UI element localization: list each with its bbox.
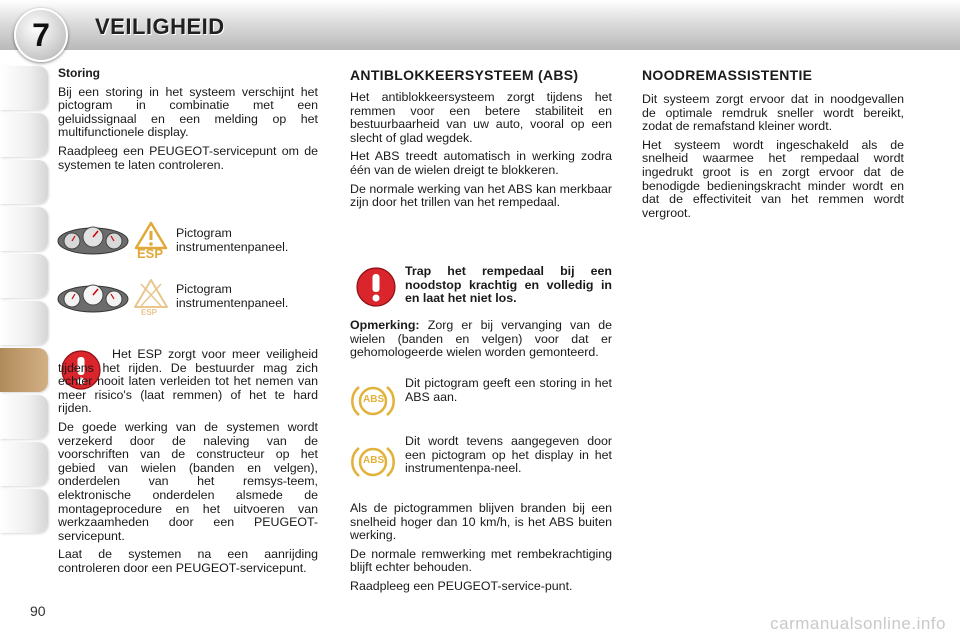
chapter-tab[interactable] [0, 207, 48, 251]
storing-paragraph: Raadpleeg een PEUGEOT-servicepunt om de systemen te laten controleren. [58, 143, 318, 172]
paragraph: Het ABS treedt automatisch in werking zodra één van de wielen dreigt te blokkeren. [350, 149, 612, 177]
chapter-tab[interactable] [0, 160, 48, 204]
instrument-panel-icon [56, 280, 130, 319]
chapter-tab[interactable] [0, 489, 48, 533]
storing-paragraph: Bij een storing in het systeem verschijnt het pictogram in combinatie met een geluidssignaal en een melding op het multifunctionele display. [58, 84, 318, 140]
chapter-tab[interactable] [0, 254, 48, 298]
esp-warning-paragraph: Het ESP zorgt voor meer veiligheid tijdens het rijden. De bestuurder mag zich echter nooit laten verleiden tot het nemen van meer risico's (laat remmen) of het te hard rijden. [58, 347, 318, 416]
pictogram-caption: Pictogram instrumentenpaneel. [176, 226, 289, 254]
paragraph: De normale remwerking met rembekrachtiging blijft echter behouden. [350, 546, 612, 575]
paragraph: Als de pictogrammen blijven branden bij een snelheid hoger dan 10 km/h, is het ABS buiten werking. [350, 501, 612, 543]
chapter-title: VEILIGHEID [95, 14, 225, 39]
paragraph: De normale werking van het ABS kan merkbaar zijn door het trillen van het rempedaal. [350, 181, 612, 210]
opmerking-paragraph [350, 319, 612, 360]
page-number: 90 [30, 603, 46, 619]
watermark: carmanualsonline.info [770, 614, 946, 633]
brake-warning-paragraph: Trap het rempedaal bij een noodstop krachtig en volledig in en laat het niet los. [405, 264, 612, 306]
column-noodremassistentie [642, 68, 904, 225]
abs-caption [405, 435, 612, 481]
column-esp-text [58, 348, 318, 581]
chapter-tabs [0, 66, 48, 536]
opmerking-label: Opmerking: [350, 318, 420, 332]
abs-footer-text [350, 502, 612, 599]
pictogram-caption: Pictogram instrumentenpaneel. [176, 282, 289, 310]
column-storing [58, 67, 318, 177]
chapter-tab[interactable] [0, 66, 48, 110]
paragraph: Het systeem wordt ingeschakeld als de snelheid waarmee het rempedaal wordt ingedrukt groot is en zorgt ervoor dat de benodigde bedieningskracht minder wordt en dat de effectiviteit van het remmen wordt vergroot. [642, 137, 904, 220]
noodrem-heading: NOODREMASSISTENTIE [642, 67, 813, 83]
chapter-tab[interactable] [0, 113, 48, 157]
exclamation-warning-icon [355, 266, 397, 313]
esp-label: ESP [137, 246, 164, 261]
abs-heading: ANTIBLOKKEERSYSTEEM (ABS) [350, 67, 579, 83]
brake-warning-text [405, 265, 612, 311]
paragraph: Raadpleeg een PEUGEOT-service-punt. [350, 578, 573, 593]
opmerking-block [350, 319, 612, 365]
chapter-tab[interactable] [0, 442, 48, 486]
paragraph: De goede werking van de systemen wordt verzekerd door de naleving van de voorschriften van de constructeur op het gebied van wielen (banden en velgen), onderdelen van het remsys-teem, elektronische onderdelen alsmede de montageprocedure en het uitvoeren van werkzaamheden door een PEUGEOT-servicepunt. [58, 419, 318, 543]
paragraph: Laat de systemen na een aanrijding controleren door een PEUGEOT-servicepunt. [58, 547, 318, 575]
esp-off-label: ESP [141, 308, 158, 317]
chapter-number: 7 [14, 8, 68, 62]
instrument-panel-icon [56, 222, 130, 261]
abs-caption [405, 377, 612, 409]
chapter-tab[interactable] [0, 395, 48, 439]
abs-caption-paragraph: Dit pictogram geeft een storing in het ABS aan. [405, 376, 612, 404]
column-abs [350, 68, 612, 215]
abs-icon-label: ABS [363, 394, 385, 405]
abs-icon-label: ABS [363, 455, 385, 466]
abs-caption-paragraph: Dit wordt tevens aangegeven door een pictogram op het display in het instrumentenpa-neel. [405, 434, 612, 476]
chapter-tab-active[interactable] [0, 348, 48, 392]
esp-warning-icon [133, 220, 169, 269]
opmerking-text: Zorg er bij vervanging van de wielen (banden en velgen) voor dat er gehomologeerde wielen worden gemonteerd. [350, 318, 612, 360]
storing-heading: Storing [58, 66, 100, 80]
chapter-tab[interactable] [0, 301, 48, 345]
paragraph: Het antiblokkeersysteem zorgt tijdens het remmen voor een betere stabiliteit en bestuurbaarheid van uw auto, vooral op een slecht of glad wegdek. [350, 90, 612, 145]
paragraph: Dit systeem zorgt ervoor dat in noodgevallen de optimale remdruk sneller wordt bereikt, zodat de remafstand kleiner wordt. [642, 92, 904, 134]
